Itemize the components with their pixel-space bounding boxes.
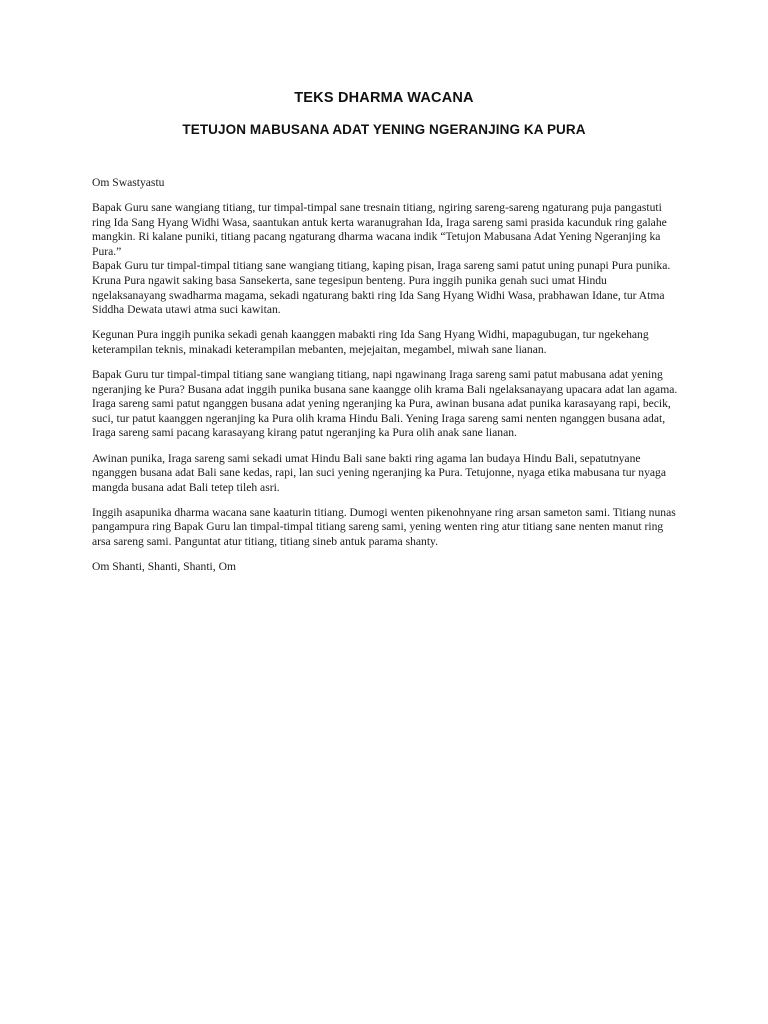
paragraph-closing-remarks: Inggih asapunika dharma wacana sane kaaturin titiang. Dumogi wenten pikenohnyane ring arsan sameton sami. Titiang nunas pangampura ring Bapak Guru lan timpal-timpal titiang sareng sami, yening wenten ring atur titiang sane nenten manut ring arsa sareng sami. Panguntat atur titiang, titiang sineb antuk parama shanty. — [92, 505, 676, 548]
document-subtitle: TETUJON MABUSANA ADAT YENING NGERANJING KA PURA — [182, 122, 586, 137]
paragraph-opening: Bapak Guru sane wangiang titiang, tur timpal-timpal sane tresnain titiang, ngiring sareng-sareng ngaturang puja pangastuti ring Ida Sang Hyang Widhi Wasa, saantukan antuk kerta waranugrahan Ida, Iraga sareng sami prasida kacunduk ring galahe mangkin. Ri kalane puniki, titiang pacang ngaturang dharma wacana indik “Tetujon Mabusana Adat Yening Ngeranjing ka Pura.” — [92, 201, 667, 258]
greeting-line: Om Swastyastu — [92, 176, 165, 189]
document-title: TEKS DHARMA WACANA — [294, 90, 474, 106]
paragraph-conclusion: Awinan punika, Iraga sareng sami sekadi umat Hindu Bali sane bakti ring agama lan budaya Hindu Bali, sepatutnyane nganggen busana adat Bali sane kedas, rapi, lan suci yening ngeranjing ka Pura. Tetujonne, nyaga etika mabusana tur nyaga mangda busana adat Bali tetep tileh asri. — [92, 451, 666, 494]
closing-line: Om Shanti, Shanti, Shanti, Om — [92, 560, 236, 574]
paragraph-pura-function: Kegunan Pura inggih punika sekadi genah kaanggen mabakti ring Ida Sang Hyang Widhi, mapagubugan, tur ngekehang keterampilan teknis, minakadi keterampilan mebanten, mejejaitan, megambel, miwah sane lianan. — [92, 328, 649, 356]
document-body — [92, 176, 678, 585]
paragraph-pura-definition: Bapak Guru tur timpal-timpal titiang sane wangiang titiang, kaping pisan, Iraga sareng sami patut uning punapi Pura punika. Kruna Pura ngawit saking basa Sansekerta, sane tegesipun benteng. Pura inggih punika genah suci umat Hindu ngelaksanayang swadharma magama, sekadi ngaturang bakti ring Ida Sang Hyang Widhi Wasa, prabhawan Idane, tur Atma Siddha Dewata utawi atma suci kawitan. — [92, 259, 671, 317]
paragraph-busana-adat: Bapak Guru tur timpal-timpal titiang sane wangiang titiang, napi ngawinang Iraga sareng sami patut mabusana adat yening ngeranjing ke Pura? Busana adat inggih punika busana sane kaangge olih krama Bali ngelaksanayang upacara adat lan agama. Iraga sareng sami patut nganggen busana adat yening ngeranjing ka Pura, awinan busana adat punika karasayang rapi, becik, suci, tur patut kaanggen ngeranjing ka Pura olih krama Hindu Bali. Yening Iraga sareng sami nenten nganggen busana adat, Iraga sareng sami pacang karasayang kirang patut ngeranjing ka Pura olih anak sane lianan. — [92, 368, 678, 440]
